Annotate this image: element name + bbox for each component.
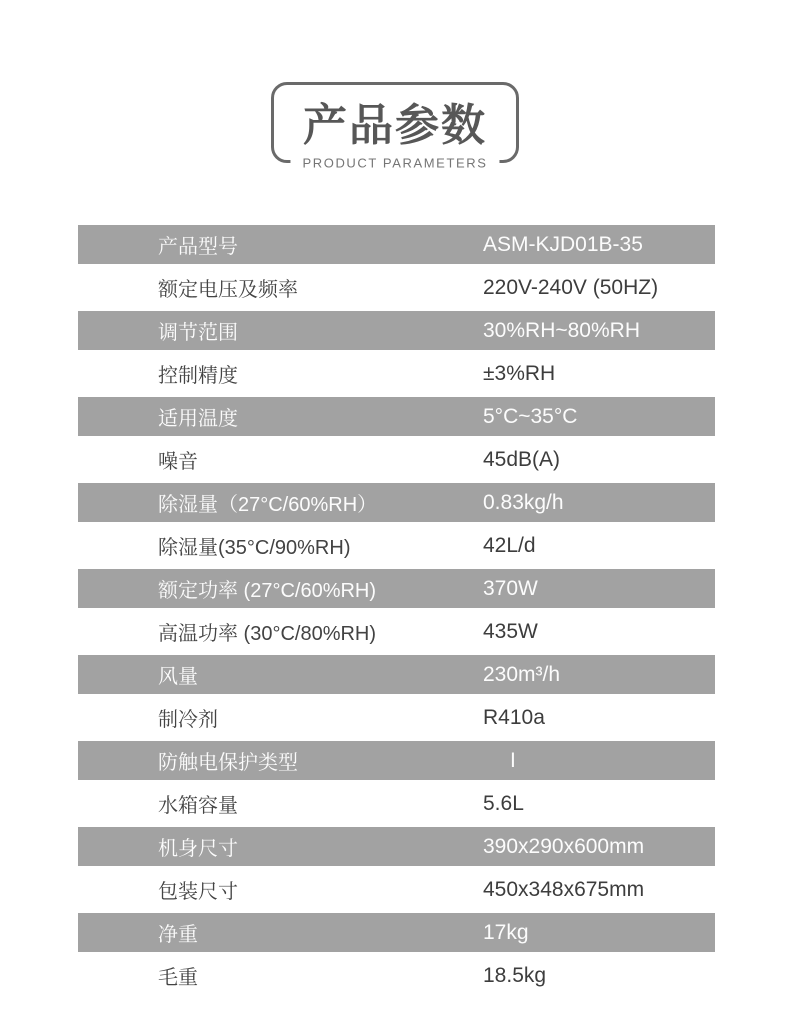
spec-value: I	[510, 748, 516, 772]
spec-value: 5°C~35°C	[483, 404, 578, 428]
spec-label: 额定电压及频率	[158, 279, 298, 301]
page-subtitle: PRODUCT PARAMETERS	[290, 156, 499, 171]
table-row-gross-weight	[78, 954, 715, 997]
table-row-net-weight	[78, 911, 715, 954]
spec-value: 370W	[483, 576, 538, 600]
spec-value: 435W	[483, 619, 538, 643]
table-row-dehumid-35	[78, 524, 715, 567]
table-row-model	[78, 223, 715, 266]
spec-label: 净重	[158, 924, 198, 946]
table-row-hightemp-power	[78, 610, 715, 653]
table-row-dehumid-27	[78, 481, 715, 524]
table-row-refrigerant	[78, 696, 715, 739]
spec-label: 包装尺寸	[158, 881, 238, 903]
table-row-voltage	[78, 266, 715, 309]
spec-value: 220V-240V (50HZ)	[483, 275, 659, 299]
table-row-body-size	[78, 825, 715, 868]
spec-label: 防触电保护类型	[158, 752, 298, 774]
spec-table	[78, 223, 715, 997]
spec-value: 0.83kg/h	[483, 490, 564, 514]
spec-label: 适用温度	[158, 408, 238, 430]
spec-label: 除湿量（27°C/60%RH）	[158, 494, 378, 516]
spec-label: 额定功率 (27°C/60%RH)	[158, 580, 377, 602]
spec-label: 噪音	[158, 451, 198, 473]
spec-value: ASM-KJD01B-35	[483, 232, 643, 256]
table-row-rated-power	[78, 567, 715, 610]
table-row-package-size	[78, 868, 715, 911]
spec-label: 控制精度	[158, 365, 238, 387]
spec-value: 230m³/h	[483, 662, 561, 686]
spec-label: 产品型号	[158, 236, 238, 258]
spec-value: 42L/d	[483, 533, 536, 557]
spec-label: 毛重	[158, 967, 198, 989]
spec-value: ±3%RH	[483, 361, 556, 385]
spec-value: 45dB(A)	[483, 447, 561, 471]
table-row-shock-protection	[78, 739, 715, 782]
spec-label: 调节范围	[158, 322, 238, 344]
page-title: 产品参数	[303, 100, 487, 150]
title-box	[271, 82, 519, 171]
spec-label: 高温功率 (30°C/80%RH)	[158, 623, 377, 645]
table-row-noise	[78, 438, 715, 481]
spec-label: 机身尺寸	[158, 838, 238, 860]
table-row-control-precision	[78, 352, 715, 395]
spec-label: 制冷剂	[158, 709, 218, 731]
spec-value: 5.6L	[483, 791, 524, 815]
spec-value: R410a	[483, 705, 545, 729]
spec-value: 18.5kg	[483, 963, 547, 987]
table-row-airflow	[78, 653, 715, 696]
table-row-adjust-range	[78, 309, 715, 352]
spec-value: 450x348x675mm	[483, 877, 645, 901]
spec-label: 水箱容量	[158, 795, 238, 817]
spec-label: 除湿量(35°C/90%RH)	[158, 537, 351, 559]
spec-value: 390x290x600mm	[483, 834, 645, 858]
spec-value: 17kg	[483, 920, 529, 944]
spec-label: 风量	[158, 666, 198, 688]
table-row-tank-capacity	[78, 782, 715, 825]
spec-value: 30%RH~80%RH	[483, 318, 640, 342]
table-row-temp-range	[78, 395, 715, 438]
